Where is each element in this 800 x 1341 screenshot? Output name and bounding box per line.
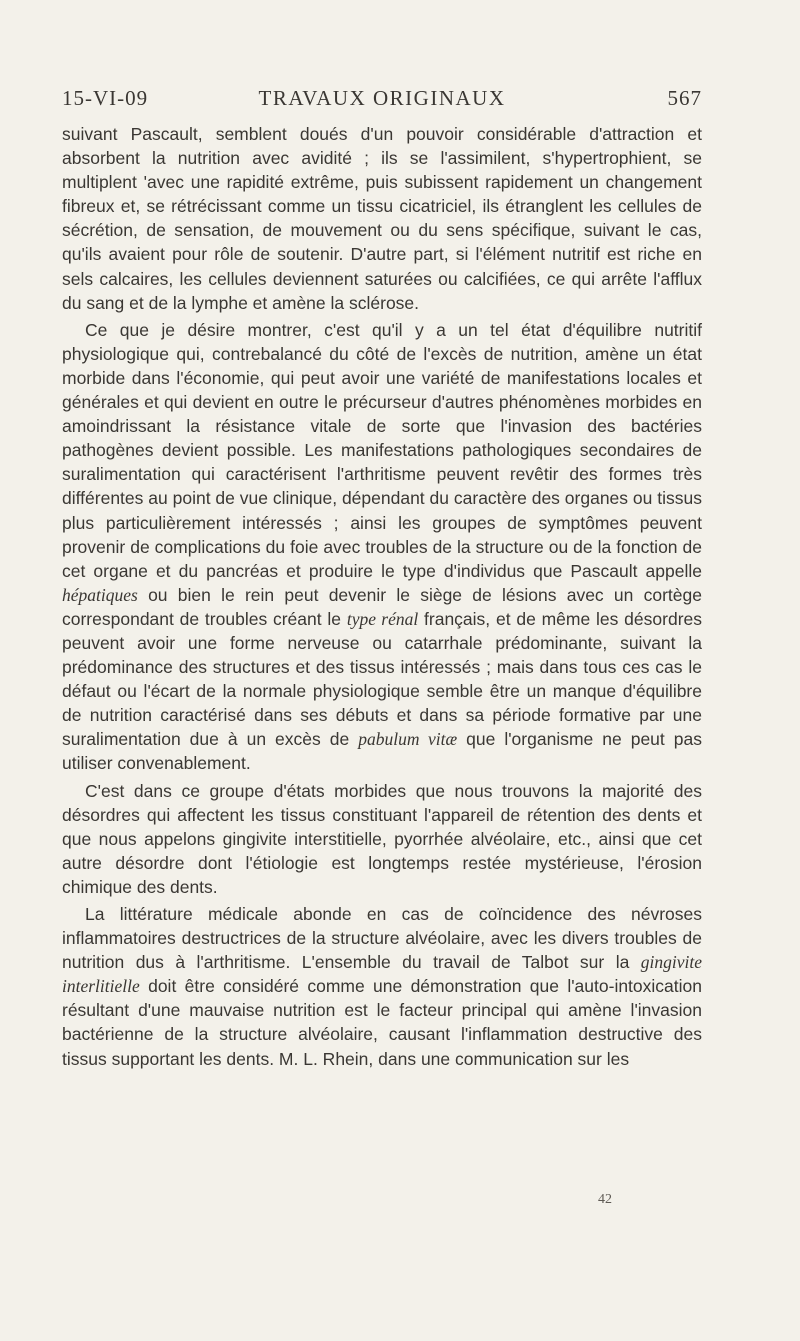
paragraph-2: Ce que je désire montrer, c'est qu'il y a un tel état d'équilibre nutritif physiologique qui, contrebalancé du côté de l'excès de nutrition, amène un état morbide dans l'économie, qui peut avoir une variété de manifestations locales et générales et qui devient en outre le précurseur d'autres phénomènes morbides en amoindrissant la résistance vitale de sorte que l'invasion des bactéries pathogènes devient possible. Les manifestations pathologiques secondaires de suralimentation qui caractérisent l'arthritisme peuvent revêtir des formes très différentes au point de vue clinique, dépendant du caractère des organes ou tissus plus particulièrement intéressés ; ainsi les groupes de symptômes peuvent provenir de complications du foie avec troubles de la structure ou de la fonction de cet organe et du pancréas et produire le type d'individus que Pascault appelle hépatiques ou bien le rein peut devenir le siège de lésions avec un cortège correspondant de troubles créant le type rénal français, et de même les désordres peuvent avoir une forme nerveuse ou catarrhale prédominante, suivant la prédominance des structures et des tissus intéressés ; mais dans tous ces cas le défaut ou l'écart de la normale physiologique semble être un manque d'équilibre de nutrition caractérisé dans ses débuts et dans sa période formative par une suralimentation due à un excès de pabulum vitæ que l'organisme ne peut pas utiliser convenablement. [62, 319, 703, 774]
header-date: 15-VI-09 [62, 86, 149, 110]
italic-term: hépatiques [62, 584, 138, 605]
italic-term: pabulum vitæ [358, 729, 458, 750]
paragraph-4: La littérature médicale abonde en cas de coïncidence des névroses inflammatoires destructrices de la structure alvéolaire, avec les divers troubles de nutrition dus à l'arthritisme. L'ensemble du travail de Talbot sur la gingivite interlitielle doit être considéré comme une démonstration que l'auto-intoxication résultant d'une mauvaise nutrition est le facteur principal qui amène l'invasion bactérienne de la structure alvéolaire, causant l'inflammation destructive des tissus supportant les dents. M. L. Rhein, dans une communication sur les [62, 904, 702, 1069]
italic-term: gingivite interlitielle [62, 952, 702, 997]
page-number: 567 [667, 86, 702, 110]
running-title: TRAVAUX ORIGINAUX [258, 86, 506, 110]
italic-term: type rénal [346, 608, 419, 629]
running-header [62, 86, 702, 116]
signature-mark: 42 [598, 1192, 612, 1207]
paragraph-1: suivant Pascault, semblent doués d'un pouvoir considérable d'attraction et absorbent la nutrition avec avidité ; ils se l'assimilent, s'hypertrophient, se multiplent 'avec une rapidité extrême, puis subissent rapidement un changement fibreux et, se rétrécissant comme un tissu cicatriciel, ils étranglent les cellules de sécrétion, de sensation, de mouvement ou du sens spécifique, suivant le cas, qu'ils avaient pour rôle de soutenir. D'autre part, si l'élément nutritif est riche en sels calcaires, les cellules deviennent saturées ou calcifiées, ce qui arrête l'afflux du sang et de la lymphe et amène la sclérose. [62, 124, 702, 313]
paragraph-3: C'est dans ce groupe d'états morbides que nous trouvons la majorité des désordres qui affectent les tissus constituant l'appareil de rétention des dents et que nous appelons gingivite interstitielle, pyorrhée alvéolaire, etc., ainsi que cet autre désordre dont l'étiologie est longtemps restée mystérieuse, l'érosion chimique des dents. [62, 780, 702, 897]
body-text [62, 122, 702, 1071]
